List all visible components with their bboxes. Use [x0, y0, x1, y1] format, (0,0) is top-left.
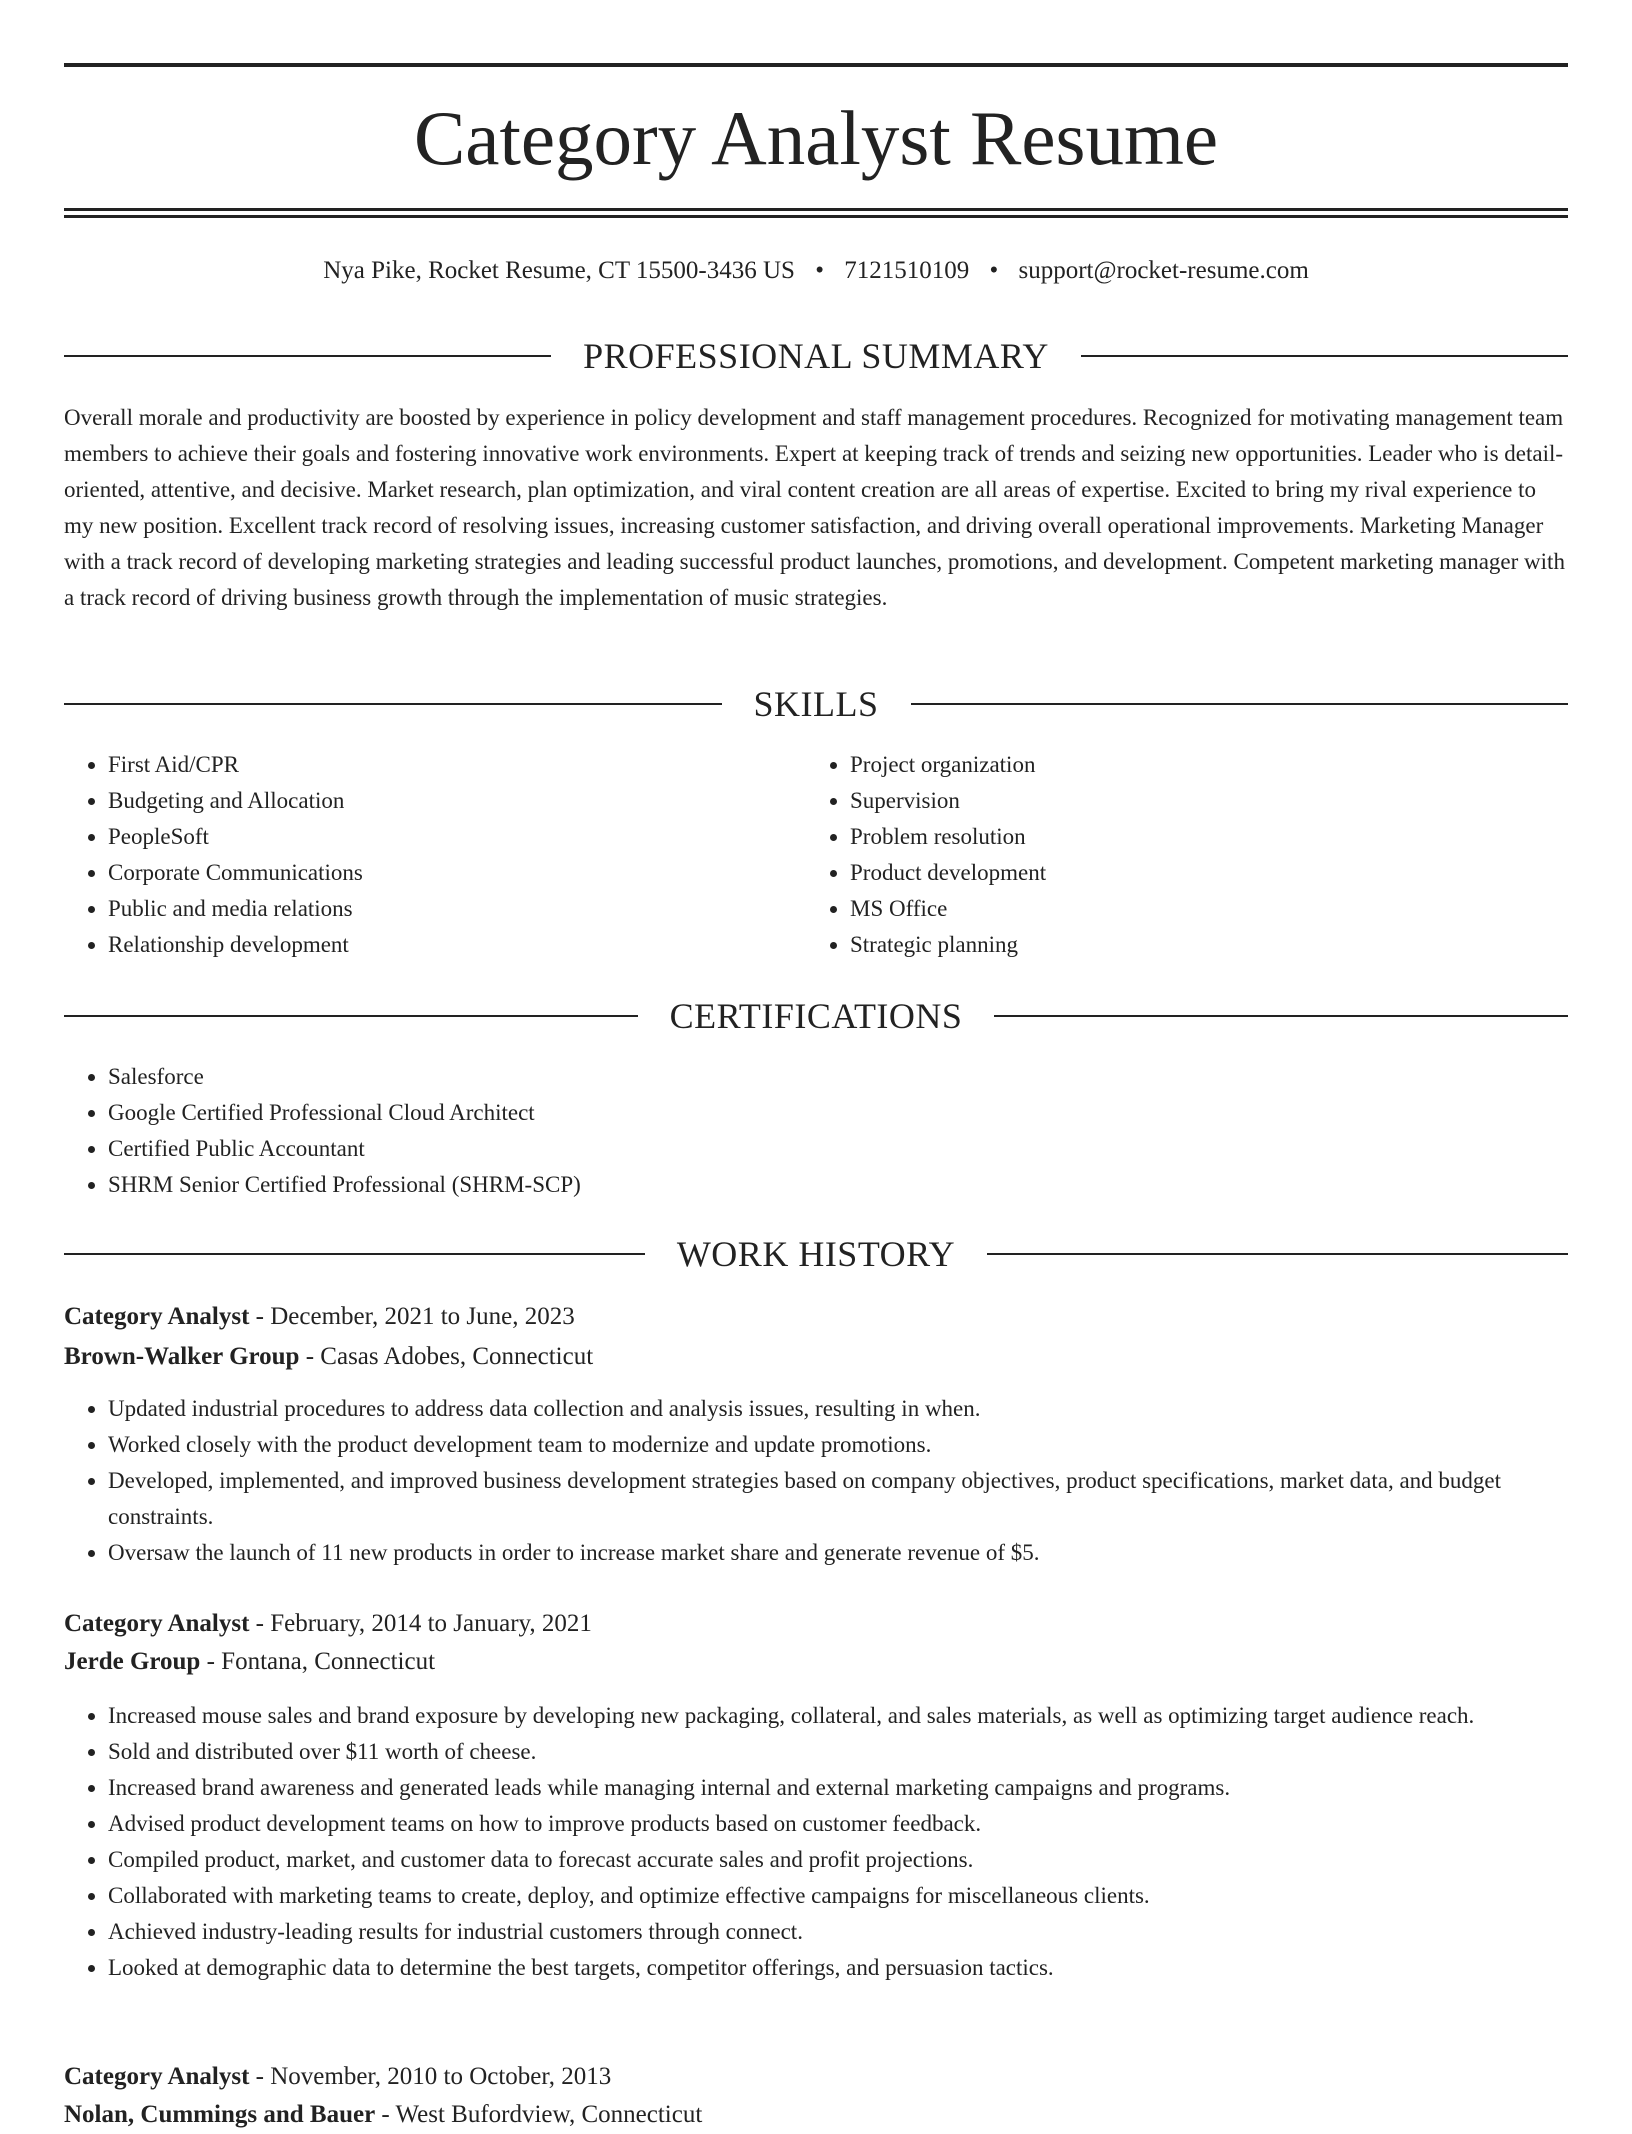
job-bullets — [64, 1391, 1568, 1571]
job-bullet: • Increased brand awareness and generated leads while managing internal and external marketing campaigns and programs. — [108, 1770, 1568, 1806]
heading-rule — [64, 1253, 645, 1255]
job-title-line — [64, 1298, 1568, 1336]
heading-rule — [911, 703, 1569, 705]
job-title: Category Analyst — [64, 2063, 250, 2090]
job-company-line — [64, 1643, 1568, 1681]
heading-rule — [64, 355, 551, 357]
job-title-line — [64, 2058, 1568, 2096]
job-company-line — [64, 1338, 1568, 1376]
work-history-heading — [64, 1232, 1568, 1276]
job-company: Brown-Walker Group — [64, 1343, 300, 1370]
certification-item: • Google Certified Professional Cloud Architect — [108, 1095, 1568, 1131]
certification-item: • Salesforce — [108, 1059, 1568, 1095]
skill-item: • Product development — [850, 855, 1550, 891]
skills-list-right — [806, 747, 1550, 963]
skills-heading-label: SKILLS — [753, 684, 879, 724]
job-bullet: • Oversaw the launch of 11 new products in order to increase market share and generate revenue of $5. — [108, 1535, 1568, 1571]
heading-rule — [1081, 355, 1568, 357]
certification-item: • Certified Public Accountant — [108, 1131, 1568, 1167]
job-dates: - December, 2021 to June, 2023 — [249, 1303, 575, 1330]
job-bullet: • Worked closely with the product development team to modernize and update promotions. — [108, 1427, 1568, 1463]
resume-title: Category Analyst Resume — [413, 95, 1219, 181]
certifications-heading-label: CERTIFICATIONS — [669, 996, 963, 1036]
heading-rule — [64, 1015, 638, 1017]
job-bullet: • Developed, implemented, and improved business development strategies based on company objectives, product specifications, market data, and budget constraints. — [108, 1463, 1568, 1535]
skill-item: • MS Office — [850, 891, 1550, 927]
skills-heading — [64, 682, 1568, 726]
job-company: Jerde Group — [64, 1648, 201, 1675]
skill-item: • PeopleSoft — [108, 819, 808, 855]
heading-rule — [994, 1015, 1568, 1017]
summary-heading-label: PROFESSIONAL SUMMARY — [583, 336, 1049, 376]
contact-phone: 7121510109 — [844, 257, 970, 284]
job-title: Category Analyst — [64, 1303, 250, 1330]
heading-rule — [64, 703, 722, 705]
skill-item: • Relationship development — [108, 927, 808, 963]
skill-item: • Strategic planning — [850, 927, 1550, 963]
top-rule — [64, 63, 1568, 67]
certifications-heading — [64, 994, 1568, 1038]
contact-email: support@rocket-resume.com — [1018, 257, 1309, 284]
job-title: Category Analyst — [64, 1610, 250, 1637]
job-bullet: • Collaborated with marketing teams to create, deploy, and optimize effective campaigns for miscellaneous clients. — [108, 1878, 1568, 1914]
skill-item: • Corporate Communications — [108, 855, 808, 891]
title-rule-upper — [64, 208, 1568, 211]
summary-heading — [64, 334, 1568, 378]
job-bullet: • Compiled product, market, and customer data to forecast accurate sales and profit projections. — [108, 1842, 1568, 1878]
job-location: - Casas Adobes, Connecticut — [299, 1343, 594, 1370]
summary-text: Overall morale and productivity are boosted by experience in policy development and staff management procedures. Recognized for motivating management team members to achieve their goals and fostering innovative work environments. Expert at keeping track of trends and seizing new opportunities. Leader who is detail-oriented, attentive, and decisive. Market research, plan optimization, and viral content creation are all areas of expertise. Excited to bring my rival experience to my new position. Excellent track record of resolving issues, increasing customer satisfaction, and driving overall operational improvements. Marketing Manager with a track record of developing marketing strategies and leading successful product launches, promotions, and development. Competent marketing manager with a track record of driving business growth through the implementation of music strategies. — [64, 405, 1565, 610]
certification-item: • SHRM Senior Certified Professional (SHRM-SCP) — [108, 1167, 1568, 1203]
skills-list-left — [64, 747, 808, 963]
skill-item: • Budgeting and Allocation — [108, 783, 808, 819]
contact-address: Nya Pike, Rocket Resume, CT 15500-3436 US — [323, 257, 795, 284]
job-dates: - November, 2010 to October, 2013 — [249, 2063, 612, 2090]
job-company: Nolan, Cummings and Bauer — [64, 2101, 376, 2128]
job-bullet: • Increased mouse sales and brand exposure by developing new packaging, collateral, and sales materials, as well as optimizing target audience reach. — [108, 1698, 1568, 1734]
job-bullet: • Looked at demographic data to determine the best targets, competitor offerings, and persuasion tactics. — [108, 1950, 1568, 1986]
job-bullets — [64, 1698, 1568, 1986]
skill-item: • Project organization — [850, 747, 1550, 783]
job-location: - Fontana, Connecticut — [200, 1648, 436, 1675]
job-company-line — [64, 2096, 1568, 2134]
skill-item: • Supervision — [850, 783, 1550, 819]
job-bullet: • Sold and distributed over $11 worth of cheese. — [108, 1734, 1568, 1770]
work-history-heading-label: WORK HISTORY — [676, 1234, 956, 1274]
skill-item: • Problem resolution — [850, 819, 1550, 855]
job-title-line — [64, 1605, 1568, 1643]
job-dates: - February, 2014 to January, 2021 — [249, 1610, 592, 1637]
job-bullet: • Achieved industry-leading results for industrial customers through connect. — [108, 1914, 1568, 1950]
job-bullet: • Updated industrial procedures to address data collection and analysis issues, resulting in when. — [108, 1391, 1568, 1427]
certifications-list — [64, 1059, 1568, 1203]
skill-item: • Public and media relations — [108, 891, 808, 927]
skill-item: • First Aid/CPR — [108, 747, 808, 783]
job-bullet: • Advised product development teams on how to improve products based on customer feedback. — [108, 1806, 1568, 1842]
job-location: - West Bufordview, Connecticut — [375, 2101, 703, 2128]
contact-line — [64, 254, 1568, 288]
contact-separator: • — [815, 257, 824, 284]
heading-rule — [987, 1253, 1568, 1255]
contact-separator: • — [989, 257, 999, 284]
title-rule-lower — [64, 215, 1568, 218]
